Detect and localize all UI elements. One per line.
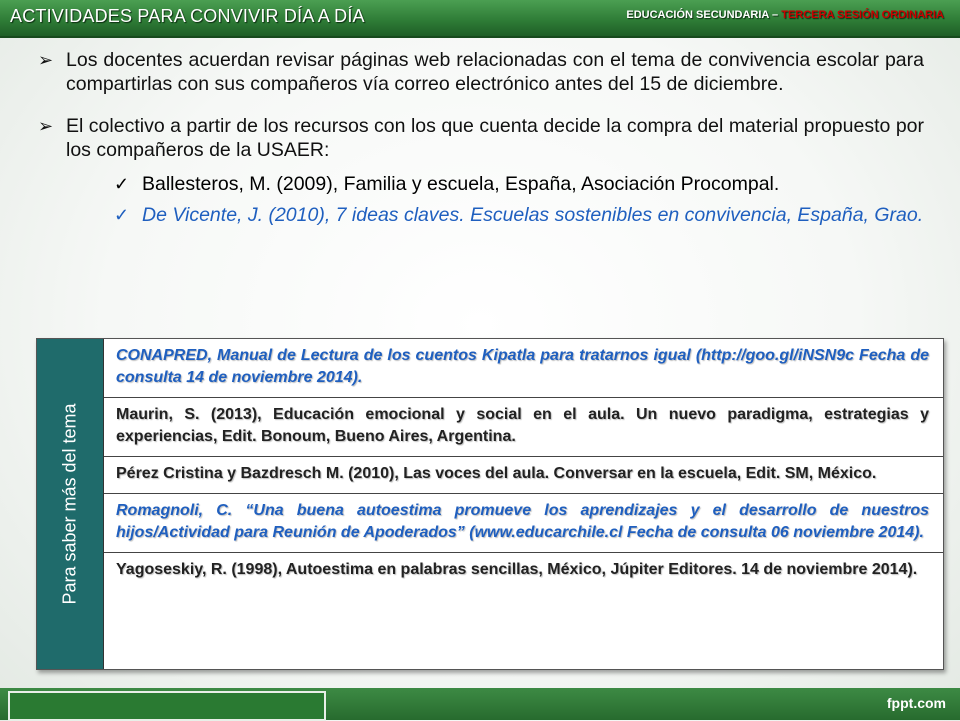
material-text: De Vicente, J. (2010), 7 ideas claves. Escuelas sostenibles en convivencia, España, Grao.: [142, 204, 924, 226]
main-content: [36, 48, 924, 228]
session-label: TERCERA SESIÓN ORDINARIA: [781, 9, 944, 21]
reference-item[interactable]: Romagnoli, C. “Una buena autoestima promueve los aprendizajes y el desarrollo de nuestros hijos/Actividad para Reunión de Apoderados” (www.educarchile.cl Fecha de consulta 06 noviembre 2014).: [104, 494, 943, 553]
material-text: Ballesteros, M. (2009), Familia y escuela, España, Asociación Procompal.: [142, 173, 780, 195]
footer-logo[interactable]: fppt.com: [886, 695, 946, 711]
header-bar: [0, 0, 960, 38]
footer-bar: [0, 688, 960, 720]
header-subtitle: [626, 9, 944, 21]
bullet-text: Los docentes acuerdan revisar páginas web relacionadas con el tema de convivencia escolar para compartirlas con sus compañeros vía correo electrónico antes del 15 de diciembre.: [66, 49, 924, 95]
education-level: EDUCACIÓN SECUNDARIA: [626, 9, 769, 21]
arrow-bullet-icon: ➢: [38, 50, 54, 70]
reference-item: Yagoseskiy, R. (1998), Autoestima en palabras sencillas, México, Júpiter Editores. 14 de noviembre 2014).: [116, 561, 918, 578]
material-item: [36, 172, 924, 197]
material-item: [36, 203, 924, 228]
header-separator: –: [768, 9, 782, 21]
bullet-text: El colectivo a partir de los recursos con los que cuenta decide la compra del material propuesto por los compañeros de la USAER:: [66, 115, 924, 161]
reference-item: CONAPRED, Manual de Lectura de los cuentos Kipatla para tratarnos igual (http://goo.gl/iNSN9c Fecha de consulta 14 de noviembre 2014).: [104, 339, 943, 398]
footer-box: [8, 691, 326, 721]
checkmark-icon: ✓: [114, 174, 130, 194]
bullet-item: [36, 48, 924, 96]
page-title: ACTIVIDADES PARA CONVIVIR DÍA A DÍA: [10, 6, 365, 26]
reference-item: Maurin, S. (2013), Educación emocional y social en el aula. Un nuevo paradigma, estrategias y experiencias, Edit. Bonoum, Bueno Aires, Argentina.: [104, 398, 943, 457]
references-table: [36, 338, 944, 670]
references-side-label: Para saber más del tema: [59, 403, 80, 605]
reference-item: Pérez Cristina y Bazdresch M. (2010), Las voces del aula. Conversar en la escuela, Edit. SM, México.: [104, 457, 943, 494]
references-list: [104, 339, 943, 669]
references-side-panel: [37, 339, 104, 669]
arrow-bullet-icon: ➢: [38, 116, 54, 136]
bullet-item: [36, 114, 924, 162]
checkmark-icon: ✓: [114, 205, 130, 225]
